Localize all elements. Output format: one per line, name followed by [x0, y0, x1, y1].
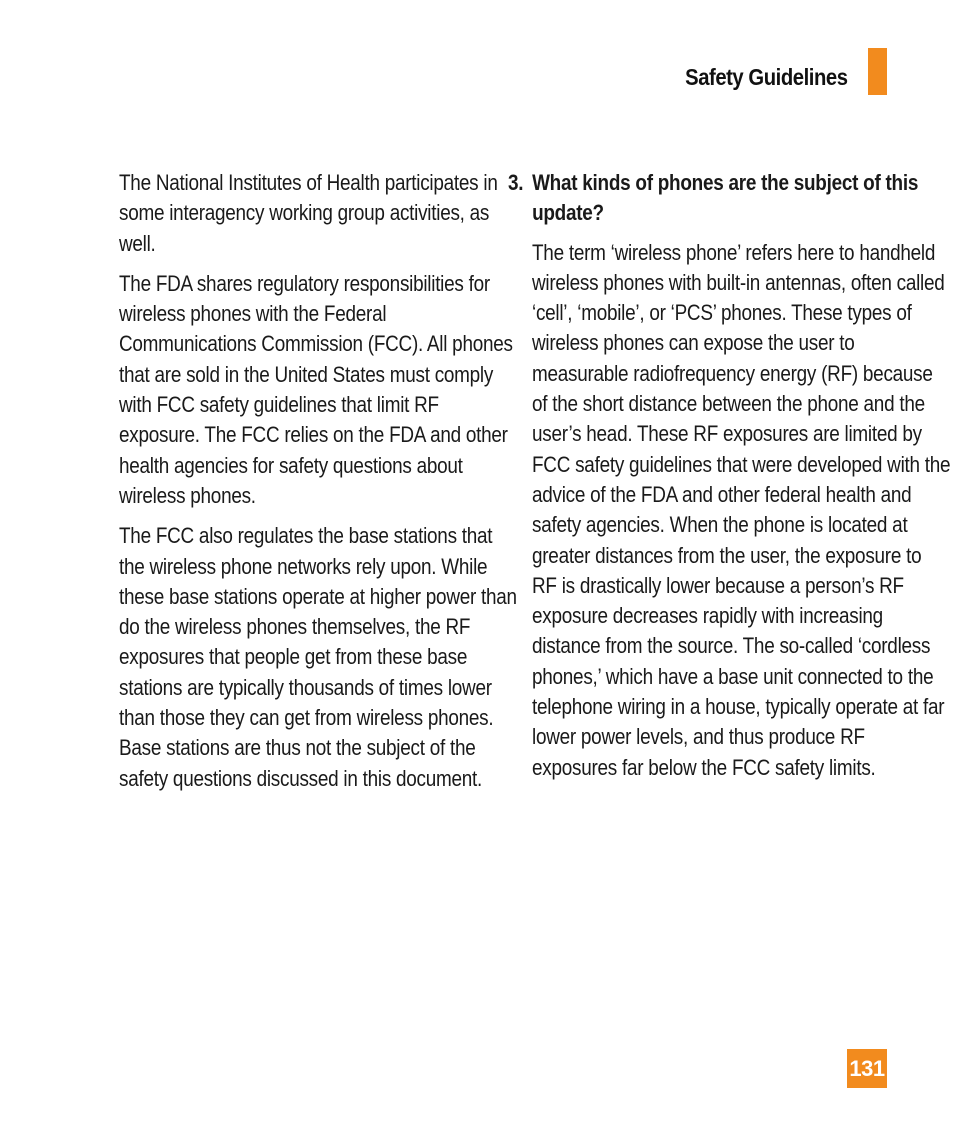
left-column: [119, 168, 519, 804]
section-title: Safety Guidelines: [685, 64, 848, 90]
paragraph-fda-fcc: The FDA shares regulatory responsibilities for wireless phones with the Federal Communications Commission (FCC). All phones that are sold in the United States must comply with FCC safety guidelines that limit RF exposure. The FCC relies on the FDA and other health agencies for safety questions about wireless phones.: [119, 270, 513, 508]
question-heading: [508, 168, 927, 229]
paragraph-base-stations: The FCC also regulates the base stations that the wireless phone networks rely upon. While these base stations operate at higher power than do the wireless phones themselves, the RF exposures that people get from these base stations are typically thousands of times lower than those they can get from wireless phones. Base stations are thus not the subject of the safety questions discussed in this document.: [119, 523, 517, 791]
page-number: 131: [847, 1049, 887, 1088]
answer-paragraph: The term ‘wireless phone’ refers here to handheld wireless phones with built-in antennas, often called ‘cell’, ‘mobile’, or ‘PCS’ phones. These types of wireless phones can expose the user to measurable radiofrequency energy (RF) because of the short distance between the phone and the user’s head. These RF exposures are limited by FCC safety guidelines that were developed with the advice of the FDA and other federal health and safety agencies. When the phone is located at greater distances from the user, the exposure to RF is drastically lower because a person’s RF exposure decreases rapidly with increasing distance from the source. The so-called ‘cordless phones,’ which have a base unit connected to the telephone wiring in a house, typically operate at far lower power levels, and thus produce RF exposures far below the FCC safety limits.: [532, 239, 951, 780]
paragraph-nih: The National Institutes of Health participates in some interagency working group activities, as well.: [119, 170, 498, 256]
right-column: [508, 168, 951, 793]
question-number: 3.: [508, 170, 524, 195]
question-text: What kinds of phones are the subject of this update?: [532, 170, 919, 226]
section-tab-marker: [868, 48, 887, 95]
